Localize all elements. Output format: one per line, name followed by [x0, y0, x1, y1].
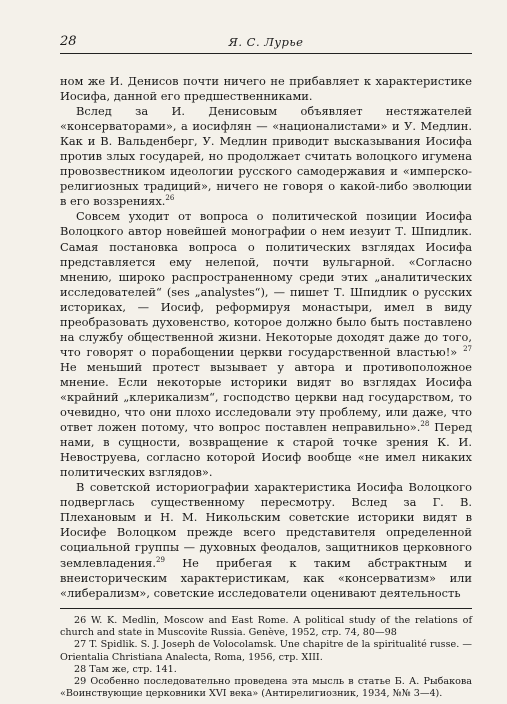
- footnote-28: 28 Там же, стр. 141.: [74, 663, 177, 675]
- footnote-ref[interactable]: 29: [155, 555, 165, 564]
- footnote-ref[interactable]: 26: [165, 194, 175, 203]
- footnote-ref[interactable]: 27: [463, 345, 472, 354]
- running-title: Я. С. Лурье: [228, 35, 304, 49]
- footnote-ref[interactable]: 28: [420, 420, 430, 429]
- page-header: [60, 34, 472, 54]
- paragraph-text: Совсем уходит от вопроса о политической позиции Иосифа Волоцкого автор новейшей монографии о нем иезуит Т. Шпидлик. Самая постановка вопроса о политических взглядах Иосифа представляется ему нелепой, почти вульгарной. «Согласно мнению, широко распространенному среди этих „аналитических исследователей“ (ses „analystes“), — пишет Т. Шпидлик о русских историках, — Иосиф, реформируя монастыри, имел в виду преобразовать духовенство, которое должно было быть поставлено на службу общественной жизни. Некоторые доходят даже до того, что говорят о порабощении церкви государственной властью!»: [60, 209, 472, 359]
- book-page: [60, 34, 472, 701]
- header-rule: [60, 53, 472, 54]
- main-text: [60, 74, 472, 601]
- paragraph-4: [60, 480, 472, 600]
- page-number: 28: [60, 34, 77, 49]
- paragraph-text: Не прибегая к таким абстрактным и внеисторическим характеристикам, как «консерватизм» или «либерализм», советские исследователи оценивают деятельность: [60, 555, 472, 600]
- paragraph-text: В советской историографии характеристика Иосифа Волоцкого подверглась существенному пересмотру. Вслед за Г. В. Плехановым и Н. М. Никольским советские историки видят в Иосифе Волоцком прежде всего представителя определенной социальной группы — духовных феодалов, защитников церковного землевладения.: [60, 480, 472, 570]
- paragraph-1: [60, 74, 472, 104]
- footnote-29: 29 Особенно последовательно проведена эта мысль в статье Б. А. Рыбакова «Воинствующие церковники XVI века» (Антирелигиозник, 1934, №№ 3—4).: [60, 676, 472, 700]
- paragraph-text: Не меньший протест вызывает у автора и противоположное мнение. Если некоторые историки видят во взглядах Иосифа «крайний „клерикализм“, господство церкви над государством, то очевидно, что они плохо исследовали эту проблему, или даже, что ответ ложен потому, что вопрос поставлен неправильно».: [60, 359, 472, 435]
- footnotes: [60, 615, 472, 701]
- paragraph-text: Перед нами, в сущности, возвращение к старой точке зрения К. И. Невоструева, согласно которой Иосиф вообще «не имел никаких политических взглядов».: [60, 420, 472, 480]
- footnote-26: 26 W. K. Medlin, Moscow and East Rome. A political study of the relations of church and state in Muscovite Russia. Genève, 1952, стр. 74, 80—98: [60, 614, 472, 638]
- paragraph-3: [60, 209, 472, 480]
- footnote-rule: [60, 608, 472, 609]
- paragraph-text: Вслед за И. Денисовым объявляет нестяжателей «консерваторами», а иосифлян — «националистами» и У. Медлин. Как и В. Вальденберг, У. Медлин приводит высказывания Иосифа против злых государей, но продолжает считать волоцкого игумена провозвестником идеологии русского самодержавия и «имперско-религиозных традиций», ничего не говоря о какой-либо эволюции в его воззрениях.: [60, 104, 472, 209]
- paragraph-2: [60, 104, 472, 209]
- footnote-27: 27 T. Spidlik. S. J. Joseph de Volocolamsk. Une chapitre de la spiritualité russe. — Orientalia Christiana Analecta, Roma, 1956, стр. XIII.: [60, 639, 472, 663]
- paragraph-text: ном же И. Денисов почти ничего не прибавляет к характеристике Иосифа, данной его предшественниками.: [60, 74, 472, 104]
